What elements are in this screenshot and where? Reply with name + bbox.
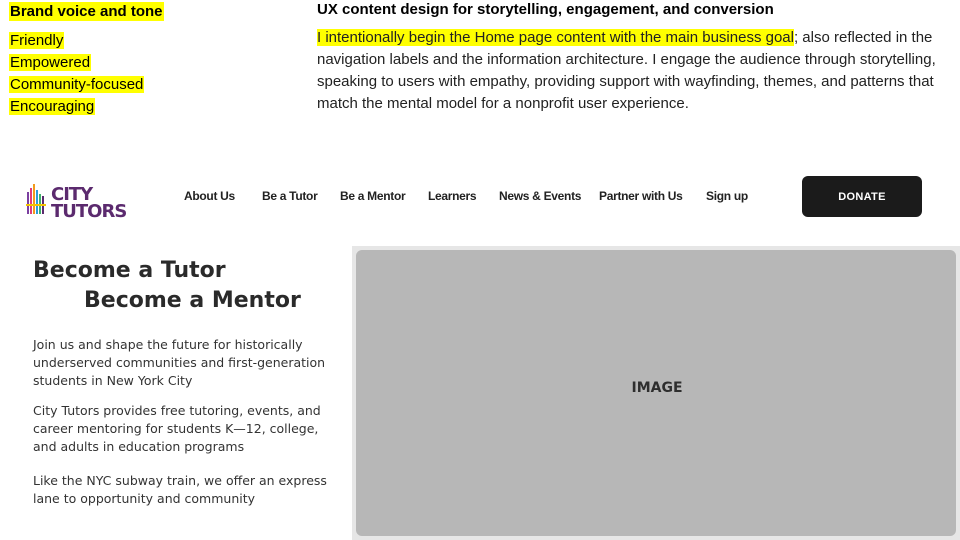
skyline-icon (26, 178, 48, 218)
nav-learners[interactable]: Learners (428, 189, 477, 203)
nav-sign-up[interactable]: Sign up (706, 189, 748, 203)
nav-be-a-tutor[interactable]: Be a Tutor (262, 189, 318, 203)
image-placeholder-label: IMAGE (631, 380, 683, 396)
brand-voice-traits (9, 30, 269, 118)
trait-item (9, 74, 269, 96)
site-header (0, 170, 960, 226)
city-tutors-logo[interactable] (26, 178, 127, 222)
hero-image-placeholder (356, 250, 956, 536)
hero-paragraph: Like the NYC subway train, we offer an express lane to opportunity and community (33, 473, 327, 506)
hero-text (33, 256, 333, 508)
trait-label: Encouraging (10, 98, 95, 115)
logo-line-2: TUTORS (51, 201, 127, 222)
nav-be-a-mentor[interactable]: Be a Mentor (340, 189, 406, 203)
trait-label: Friendly (10, 32, 64, 49)
trait-item (9, 52, 269, 74)
donate-button[interactable]: DONATE (802, 176, 922, 217)
nav-about-us[interactable]: About Us (184, 189, 235, 203)
ux-content-section (317, 0, 957, 115)
nav-news-events[interactable]: News & Events (499, 189, 582, 203)
ux-description (317, 27, 957, 115)
nav-partner-with-us[interactable]: Partner with Us (599, 189, 683, 203)
brand-voice-section (9, 2, 269, 118)
hero-image-frame (352, 246, 960, 540)
hero-paragraph: Join us and shape the future for historically underserved communities and first-generation students in New York City (33, 337, 326, 388)
logo-wordmark (51, 186, 126, 220)
hero-title (33, 256, 333, 316)
trait-label: Empowered (10, 54, 91, 71)
hero-title-line-2: Become a Mentor (84, 288, 301, 313)
hero-title-line-1: Become a Tutor (33, 258, 226, 283)
ux-heading: UX content design for storytelling, engagement, and conversion (317, 1, 774, 18)
hero-paragraph: City Tutors provides free tutoring, events, and career mentoring for students K—12, college, and adults in education programs (33, 403, 321, 454)
trait-label: Community-focused (10, 76, 144, 93)
ux-body: ; also reflected in the navigation labels and the information architecture. I engage the audience through storytelling, speaking to users with empathy, providing support with wayfinding, themes, and patterns that match the mental model for a nonprofit user experience. (317, 29, 936, 112)
ux-highlight: I intentionally begin the Home page content with the main business goal (317, 29, 794, 46)
trait-item (9, 30, 269, 52)
trait-item (9, 96, 269, 118)
brand-voice-heading: Brand voice and tone (10, 3, 163, 20)
logo-line-1: CITY (51, 184, 93, 205)
